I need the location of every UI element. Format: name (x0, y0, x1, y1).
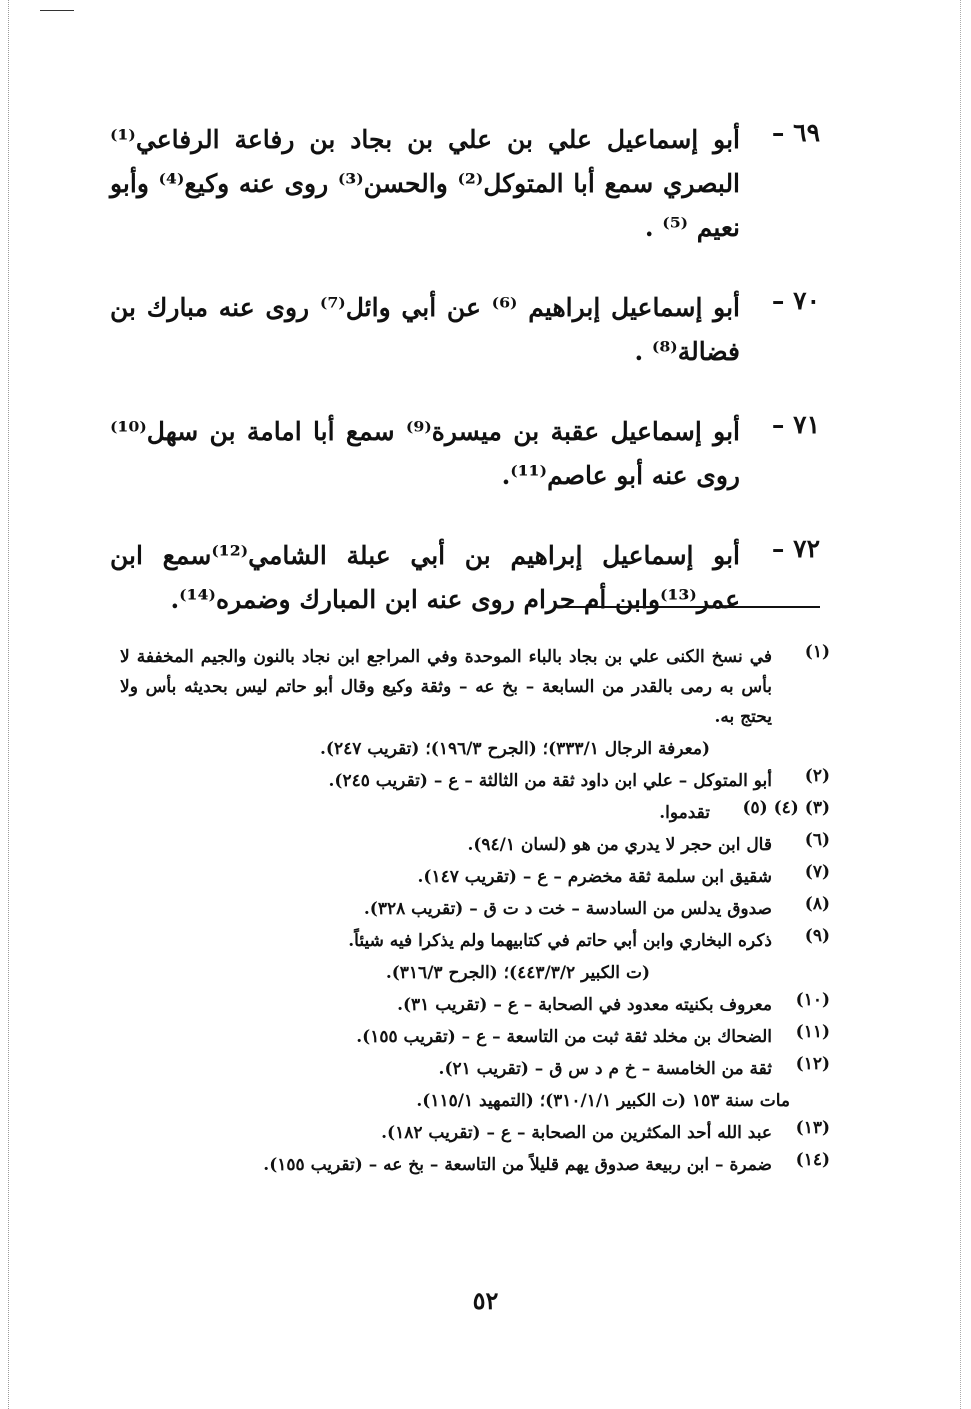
footnote-number: (٧) (804, 862, 830, 882)
entry-69 (110, 118, 820, 250)
footnote-number: (٢) (804, 766, 830, 786)
scan-edge-left (8, 0, 9, 1409)
footnote-text: في نسخ الكنى علي بن بجاد بالباء الموحدة وفي المراجع ابن نجاد بالنون والجيم المخففة لا بأس به رمى بالقدر من السابعة – بخ عه – وثقة وكيع وقال أبو حاتم ليس بحديثه بأس ولا يحتج به. (120, 647, 772, 727)
footnote-number: (٦) (804, 830, 830, 850)
footnote-8 (120, 894, 830, 924)
footnotes-list (120, 642, 830, 1180)
footnote-14 (120, 1150, 830, 1180)
footnote-text: الضحاك بن مخلد ثقة ثبت من التاسعة – ع – (تقريب ١٥٥). (356, 1027, 772, 1047)
footnote-number: (١٠) (795, 990, 830, 1010)
footnote-reference: (ت الكبير ٤٤٣/٣/٢)؛ (الجرح ٣١٦/٣). (385, 963, 650, 983)
entry-text: أبو إسماعيل علي بن علي بن بجاد بن رفاعة الرفاعي⁽¹⁾ البصري سمع أبا المتوكل⁽²⁾ والحسن⁽³⁾ روى عنه وكيع⁽⁴⁾ وأبو نعيم ⁽⁵⁾ . (110, 125, 741, 242)
entry-71 (110, 410, 820, 498)
entry-text: أبو إسماعيل إبراهيم بن أبي عبلة الشامي⁽¹²⁾سمع ابن عمر⁽¹³⁾وابن أم حرام روى عنه ابن المبارك وضمره⁽¹⁴⁾. (110, 541, 741, 614)
footnote-9 (120, 926, 830, 990)
footnote-13 (120, 1118, 830, 1148)
page-number: ٥٢ (472, 1286, 499, 1315)
footnote-reference: مات سنة ١٥٣ (ت الكبير ٣١٠/١/١)؛ (التمهيد ١١٥/١). (416, 1091, 790, 1111)
footnote-reference: (معرفة الرجال ٣٣٣/١)؛ (الجرح ١٩٦/٣)؛ (تقريب ٢٤٧). (319, 739, 710, 759)
entry-text: أبو إسماعيل إبراهيم ⁽⁶⁾ عن أبي وائل⁽⁷⁾ روى عنه مبارك بن فضالة⁽⁸⁾ . (110, 293, 740, 366)
scan-corner-mark (40, 10, 74, 11)
entry-number: ٧١ – (771, 410, 820, 439)
entries-list (110, 118, 820, 658)
footnote-7 (120, 862, 830, 892)
footnote-12 (120, 1054, 830, 1118)
footnote-number: (١١) (795, 1022, 830, 1042)
footnote-3-5 (120, 798, 830, 828)
footnote-number: (٨) (804, 894, 830, 914)
entry-text: أبو إسماعيل عقبة بن ميسرة⁽⁹⁾ سمع أبا امامة بن سهل⁽¹⁰⁾روى عنه أبو عاصم⁽¹¹⁾. (110, 417, 740, 490)
footnote-text: ثقة من الخامسة – خ م د س ق – (تقريب ٢١). (438, 1059, 772, 1079)
footnote-text: قال ابن حجر لا يدري من هو (لسان ٩٤/١). (467, 835, 772, 855)
entry-number: ٧٢ – (771, 534, 820, 563)
footnote-text: أبو المتوكل – علي ابن داود ثقة من الثالثة – ع – (تقريب ٢٤٥). (328, 771, 772, 791)
footnote-text: معروف بكنيته معدود في الصحابة – ع – (تقريب ٣١). (397, 995, 772, 1015)
footnote-2 (120, 766, 830, 796)
footnote-text: ضمرة – ابن ربيعة صدوق يهم قليلاً من التاسعة – بخ عه – (تقريب ١٥٥). (263, 1155, 772, 1175)
footnote-number: (١٤) (795, 1150, 830, 1170)
footnote-6 (120, 830, 830, 860)
entry-number: ٦٩ – (771, 118, 820, 147)
footnote-11 (120, 1022, 830, 1052)
footnote-separator (556, 606, 820, 608)
footnote-text: ذكره البخاري وابن أبي حاتم في كتابيهما ولم يذكرا فيه شيئاً. (348, 931, 772, 951)
footnote-10 (120, 990, 830, 1020)
footnote-number: (١) (804, 642, 830, 662)
scan-edge-right (960, 0, 961, 1409)
footnote-number: (٣) (٤) (٥) (742, 798, 830, 818)
footnote-text: تقدموا. (659, 803, 710, 823)
entry-70 (110, 286, 820, 374)
footnote-text: صدوق يدلس من السادسة – خت د ت ق – (تقريب ٣٢٨). (363, 899, 772, 919)
footnote-1 (120, 642, 830, 766)
footnote-number: (٩) (804, 926, 830, 946)
footnote-number: (١٢) (795, 1054, 830, 1074)
entry-number: ٧٠ – (771, 286, 820, 315)
footnote-number: (١٣) (795, 1118, 830, 1138)
footnote-text: شقيق ابن سلمة ثقة مخضرم – ع – (تقريب ١٤٧). (417, 867, 772, 887)
footnote-text: عبد الله أحد المكثرين من الصحابة – ع – (تقريب ١٨٢). (381, 1123, 772, 1143)
entry-72 (110, 534, 820, 622)
